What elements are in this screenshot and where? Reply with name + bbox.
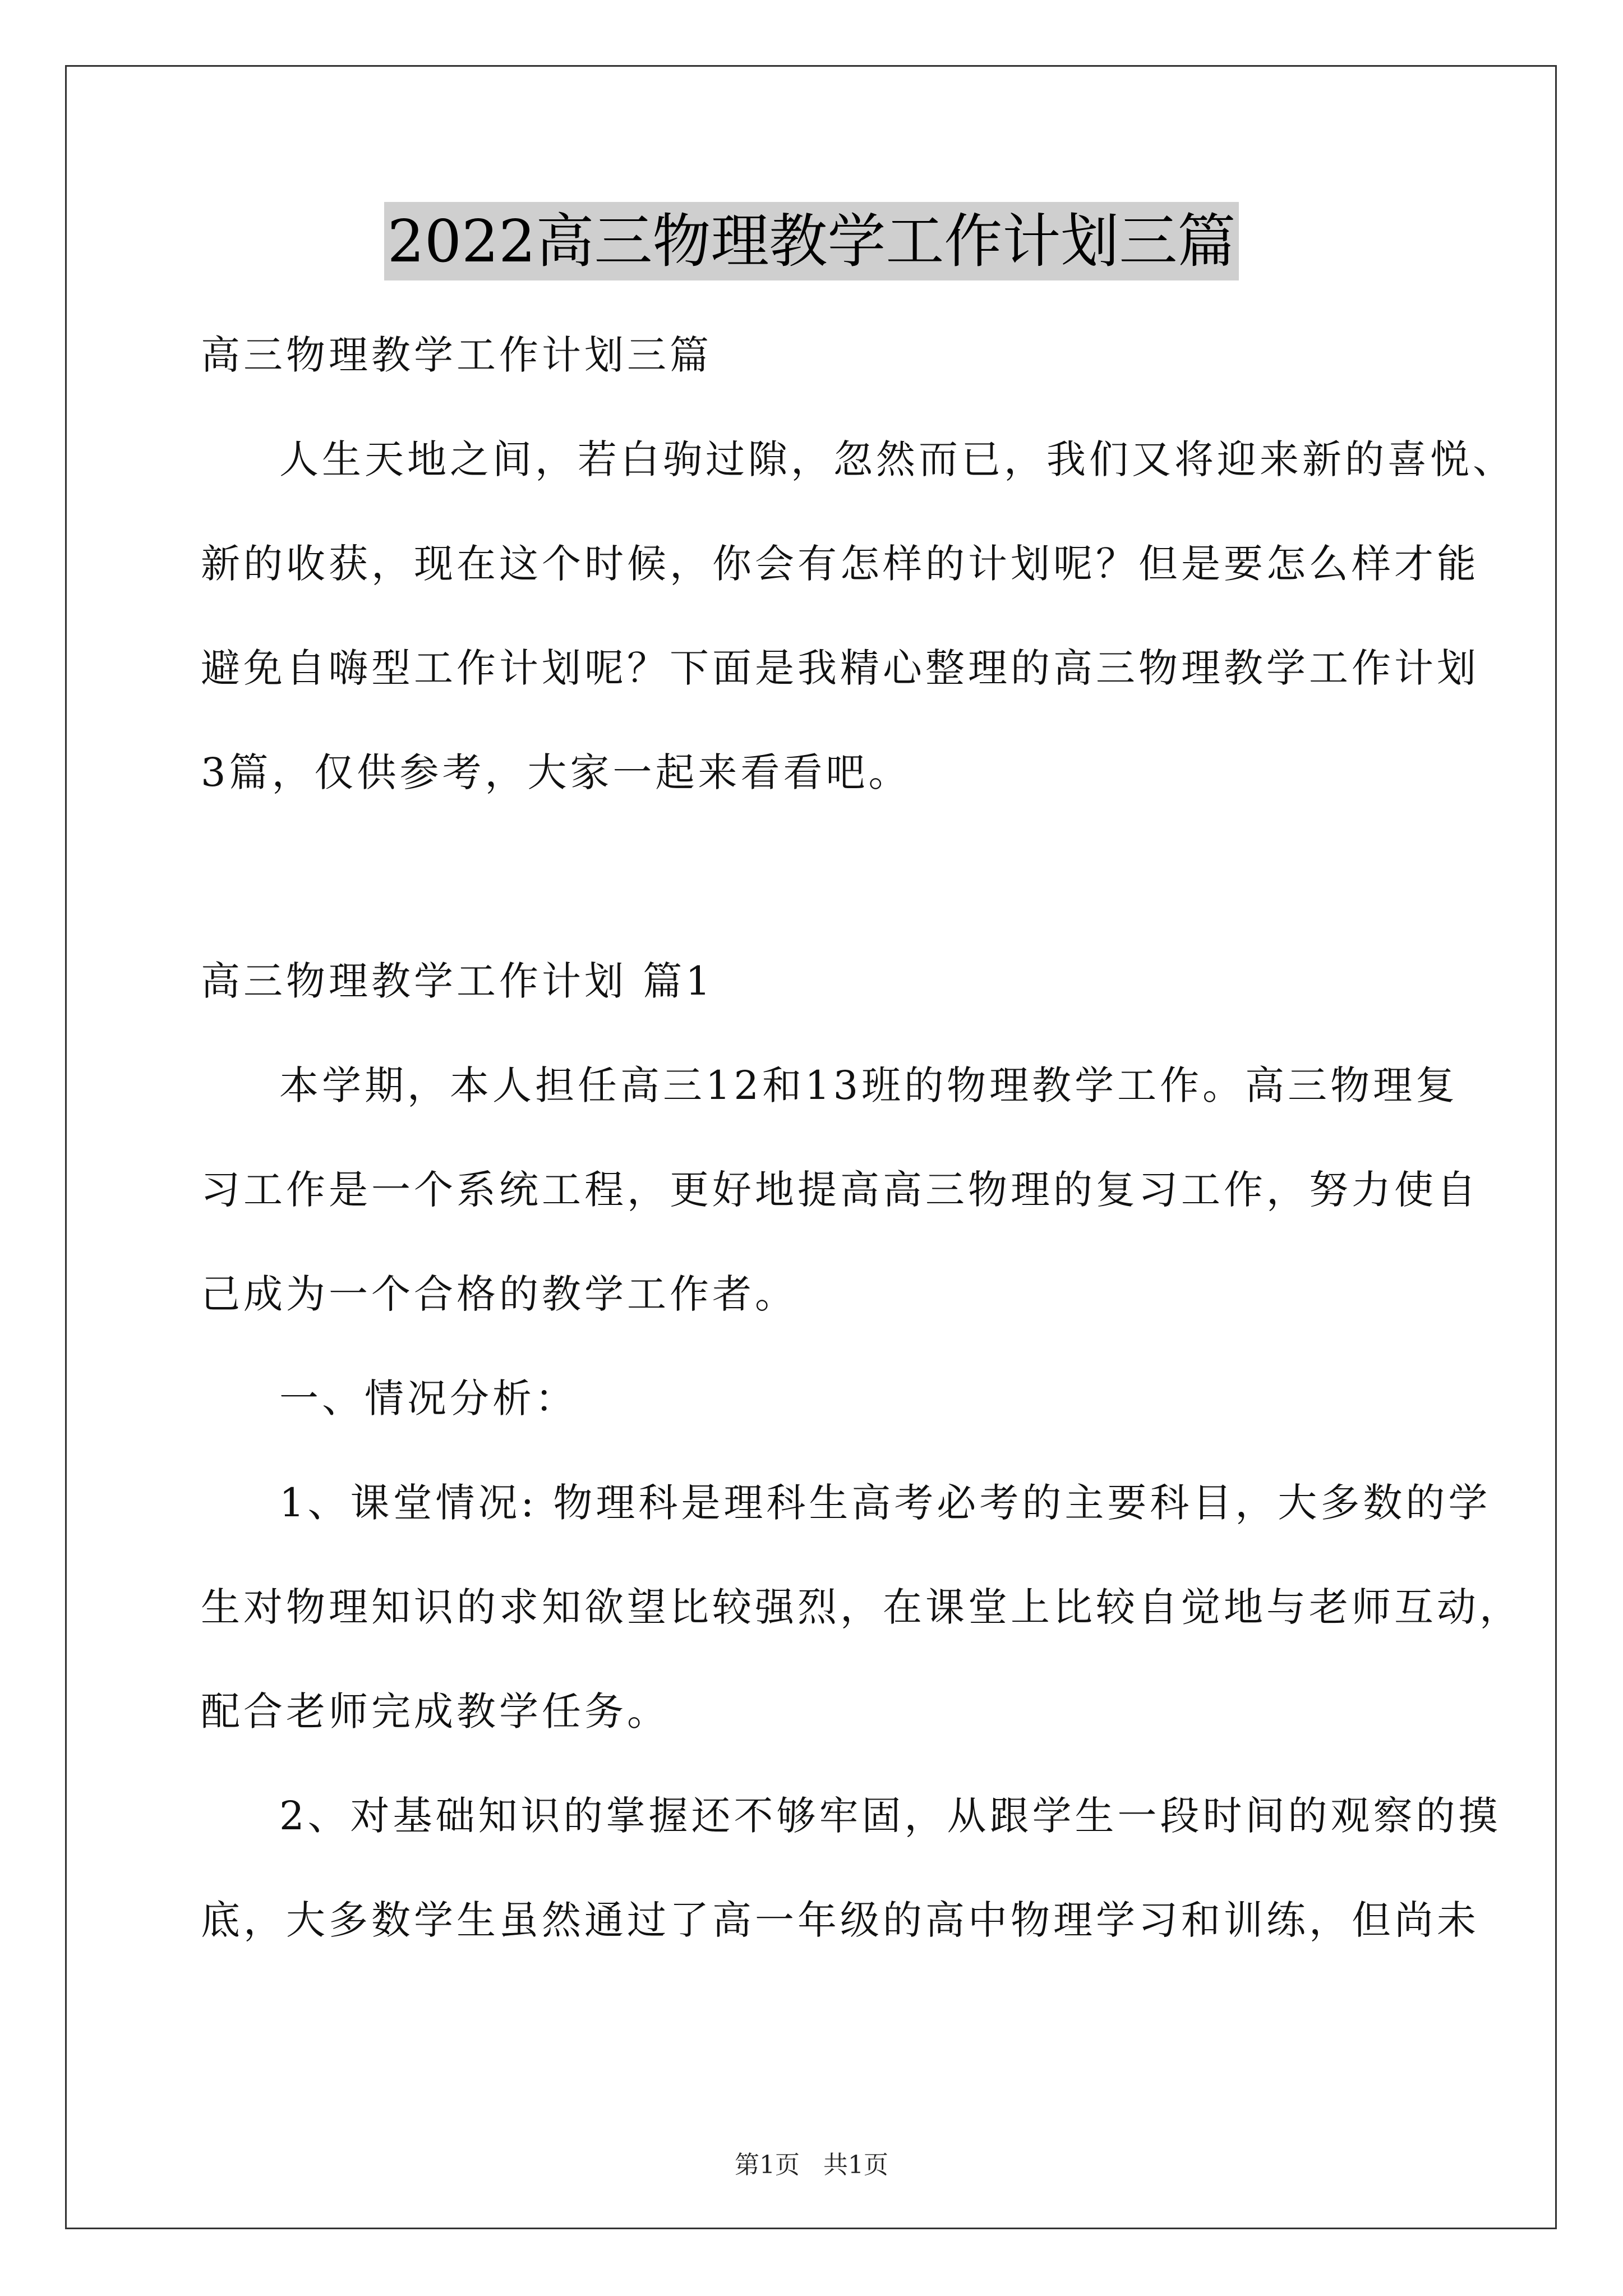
analysis-heading: 一、情况分析：	[279, 1375, 578, 1421]
intro-line: 人生天地之间，若白驹过隙，忽然而已，我们又将迎来新的喜悦、	[279, 436, 1515, 482]
item-line: 2、对基础知识的掌握还不够牢固，从跟学生一段时间的观察的摸	[279, 1793, 1501, 1839]
paragraph-line: 本学期，本人担任高三12和13班的物理教学工作。高三物理复	[279, 1062, 1459, 1108]
intro-line: 3篇，仅供参考，大家一起来看看吧。	[201, 749, 911, 795]
item-line: 1、课堂情况: 物理科是理科生高考必考的主要科目，大多数的学	[279, 1480, 1491, 1526]
document-body	[201, 303, 1522, 1972]
document-title: 2022高三物理教学工作计划三篇	[384, 202, 1239, 280]
item-line: 配合老师完成教学任务。	[201, 1688, 670, 1734]
section-heading: 高三物理教学工作计划 篇1	[201, 958, 714, 1004]
page-footer	[0, 2148, 1623, 2182]
page-total: 共1页	[823, 2151, 888, 2179]
item-line: 底，大多数学生虽然通过了高一年级的高中物理学习和训练，但尚未	[201, 1897, 1479, 1943]
intro-line: 新的收获，现在这个时候，你会有怎样的计划呢？但是要怎么样才能	[201, 541, 1479, 587]
spacer	[201, 825, 1463, 929]
title-container	[0, 202, 1623, 280]
item-line: 生对物理知识的求知欲望比较强烈，在课堂上比较自觉地与老师互动，	[201, 1584, 1522, 1630]
paragraph-line: 己成为一个合格的教学工作者。	[201, 1271, 797, 1317]
subtitle: 高三物理教学工作计划三篇	[201, 332, 712, 378]
paragraph-line: 习工作是一个系统工程，更好地提高高三物理的复习工作，努力使自	[201, 1167, 1479, 1213]
intro-line: 避免自嗨型工作计划呢？下面是我精心整理的高三物理教学工作计划	[201, 645, 1479, 691]
page-number: 第1页	[735, 2151, 800, 2179]
